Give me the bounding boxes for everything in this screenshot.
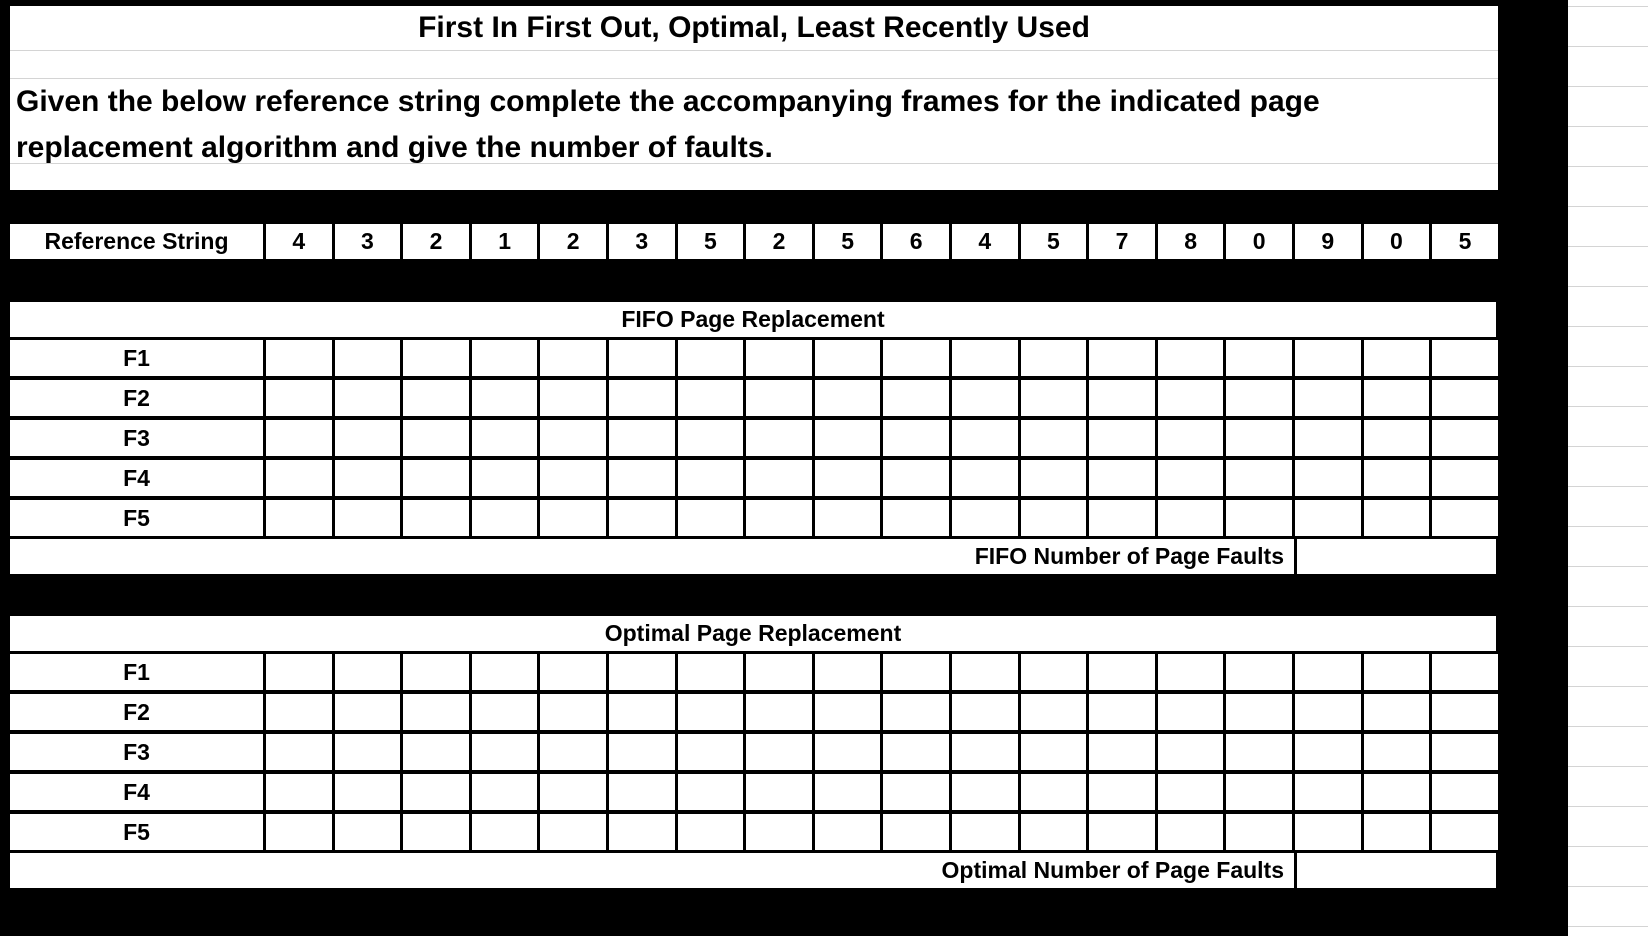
- page-title: First In First Out, Optimal, Least Recently Used: [10, 6, 1498, 50]
- frame-input-cell[interactable]: [540, 340, 606, 376]
- frame-input-cell[interactable]: [1295, 814, 1361, 850]
- sheet-gridline: [1568, 846, 1648, 847]
- frame-input-cell[interactable]: [335, 774, 401, 810]
- sheet-gridline: [1568, 366, 1648, 367]
- frame-input-cell[interactable]: [540, 654, 606, 690]
- frame-input-cell[interactable]: [952, 814, 1018, 850]
- reference-value-cell: 5: [815, 224, 881, 259]
- frame-input-cell[interactable]: [403, 774, 469, 810]
- frame-input-cell[interactable]: [1021, 340, 1087, 376]
- sheet-gridline: [1568, 286, 1648, 287]
- frame-input-cell[interactable]: [1295, 774, 1361, 810]
- frame-input-cell[interactable]: [952, 460, 1018, 496]
- frame-input-cell[interactable]: [609, 420, 675, 456]
- frame-input-cell[interactable]: [1432, 460, 1498, 496]
- frame-input-cell[interactable]: [952, 694, 1018, 730]
- sheet-gridline: [1568, 646, 1648, 647]
- sheet-gridline: [1568, 166, 1648, 167]
- reference-value-cell: 4: [266, 224, 332, 259]
- frame-input-cell[interactable]: [1364, 340, 1430, 376]
- sheet-gridline: [1568, 766, 1648, 767]
- frame-input-cell[interactable]: [815, 694, 881, 730]
- frame-input-cell[interactable]: [403, 340, 469, 376]
- frame-input-cell[interactable]: [883, 500, 949, 536]
- frame-input-cell[interactable]: [266, 420, 332, 456]
- frame-input-cell[interactable]: [266, 500, 332, 536]
- frame-input-cell[interactable]: [1295, 654, 1361, 690]
- frame-input-cell[interactable]: [883, 340, 949, 376]
- frame-input-cell[interactable]: [883, 774, 949, 810]
- reference-value-cell: 9: [1295, 224, 1361, 259]
- reference-value-cell: 8: [1158, 224, 1224, 259]
- frame-input-cell[interactable]: [1158, 694, 1224, 730]
- frame-input-cell[interactable]: [1364, 734, 1430, 770]
- frame-input-cell[interactable]: [746, 380, 812, 416]
- frame-input-cell[interactable]: [746, 460, 812, 496]
- frame-input-cell[interactable]: [1021, 420, 1087, 456]
- frame-input-cell[interactable]: [815, 340, 881, 376]
- frame-input-cell[interactable]: [1158, 500, 1224, 536]
- frame-input-cell[interactable]: [403, 460, 469, 496]
- frame-input-cell[interactable]: [746, 420, 812, 456]
- frame-input-cell[interactable]: [1364, 460, 1430, 496]
- sheet-gridline: [1568, 126, 1648, 127]
- frame-input-cell[interactable]: [1089, 420, 1155, 456]
- frame-input-cell[interactable]: [609, 734, 675, 770]
- frame-input-cell[interactable]: [609, 694, 675, 730]
- frame-input-cell[interactable]: [1226, 814, 1292, 850]
- frame-input-cell[interactable]: [1158, 774, 1224, 810]
- frame-input-cell[interactable]: [540, 694, 606, 730]
- frame-input-cell[interactable]: [815, 654, 881, 690]
- frame-input-cell[interactable]: [678, 734, 744, 770]
- frame-input-cell[interactable]: [335, 500, 401, 536]
- section-title: FIFO Page Replacement: [10, 302, 1496, 337]
- frame-input-cell[interactable]: [1021, 380, 1087, 416]
- frame-input-cell[interactable]: [540, 460, 606, 496]
- sheet-gridline: [1568, 6, 1648, 7]
- frame-input-cell[interactable]: [815, 734, 881, 770]
- frame-input-cell[interactable]: [1158, 734, 1224, 770]
- frame-input-cell[interactable]: [1089, 694, 1155, 730]
- frame-input-cell[interactable]: [266, 814, 332, 850]
- reference-value-cell: 2: [403, 224, 469, 259]
- frame-input-cell[interactable]: [815, 500, 881, 536]
- page-faults-row: [10, 539, 1496, 574]
- sheet-gridline: [1568, 246, 1648, 247]
- frame-input-cell[interactable]: [1432, 420, 1498, 456]
- frame-input-cell[interactable]: [472, 460, 538, 496]
- frame-input-cell[interactable]: [335, 420, 401, 456]
- frame-input-cell[interactable]: [746, 814, 812, 850]
- frame-input-cell[interactable]: [1226, 694, 1292, 730]
- frame-input-cell[interactable]: [952, 420, 1018, 456]
- frame-input-cell[interactable]: [335, 734, 401, 770]
- frame-input-cell[interactable]: [1432, 340, 1498, 376]
- reference-value-cell: 5: [1021, 224, 1087, 259]
- reference-value-cell: 0: [1226, 224, 1292, 259]
- frame-input-cell[interactable]: [1295, 380, 1361, 416]
- reference-value-cell: 4: [952, 224, 1018, 259]
- sheet-gridline: [1568, 606, 1648, 607]
- frame-input-cell[interactable]: [335, 460, 401, 496]
- frame-input-cell[interactable]: [1226, 460, 1292, 496]
- frame-input-cell[interactable]: [540, 500, 606, 536]
- section-title: Optimal Page Replacement: [10, 616, 1496, 651]
- frame-input-cell[interactable]: [472, 694, 538, 730]
- frame-input-cell[interactable]: [1432, 654, 1498, 690]
- frame-input-cell[interactable]: [952, 500, 1018, 536]
- frame-input-cell[interactable]: [883, 734, 949, 770]
- sheet-gridline: [1568, 46, 1648, 47]
- frame-input-cell[interactable]: [335, 654, 401, 690]
- frame-input-cell[interactable]: [1295, 420, 1361, 456]
- frame-label: F4: [10, 460, 263, 496]
- frame-input-cell[interactable]: [1089, 774, 1155, 810]
- frame-input-cell[interactable]: [1226, 774, 1292, 810]
- frame-label: F1: [10, 340, 263, 376]
- frame-input-cell[interactable]: [1364, 814, 1430, 850]
- frame-input-cell[interactable]: [1295, 500, 1361, 536]
- frame-input-cell[interactable]: [1226, 340, 1292, 376]
- page-faults-input[interactable]: [1294, 539, 1496, 574]
- frame-input-cell[interactable]: [266, 654, 332, 690]
- frame-input-cell[interactable]: [403, 654, 469, 690]
- page-faults-row: [10, 853, 1496, 888]
- frame-input-cell[interactable]: [472, 340, 538, 376]
- frame-input-cell[interactable]: [1364, 420, 1430, 456]
- frame-input-cell[interactable]: [815, 380, 881, 416]
- frame-input-cell[interactable]: [815, 774, 881, 810]
- frame-input-cell[interactable]: [1432, 734, 1498, 770]
- sheet-gridline: [1568, 406, 1648, 407]
- sheet-gridline: [1568, 326, 1648, 327]
- frame-label: F4: [10, 774, 263, 810]
- instructions-block: [10, 50, 1498, 190]
- frame-label: F3: [10, 734, 263, 770]
- reference-value-cell: 3: [609, 224, 675, 259]
- frame-input-cell[interactable]: [883, 420, 949, 456]
- frame-input-cell[interactable]: [403, 694, 469, 730]
- frame-input-cell[interactable]: [746, 694, 812, 730]
- frame-input-cell[interactable]: [1432, 500, 1498, 536]
- frame-input-cell[interactable]: [678, 340, 744, 376]
- reference-value-cell: 1: [472, 224, 538, 259]
- frame-input-cell[interactable]: [678, 814, 744, 850]
- frame-input-cell[interactable]: [1158, 340, 1224, 376]
- frame-input-cell[interactable]: [266, 340, 332, 376]
- frame-input-cell[interactable]: [472, 380, 538, 416]
- frame-input-cell[interactable]: [1432, 814, 1498, 850]
- frame-input-cell[interactable]: [609, 654, 675, 690]
- frame-input-cell[interactable]: [540, 420, 606, 456]
- frame-input-cell[interactable]: [403, 734, 469, 770]
- frame-input-cell[interactable]: [472, 734, 538, 770]
- frame-input-cell[interactable]: [1089, 340, 1155, 376]
- reference-value-cell: 3: [335, 224, 401, 259]
- reference-value-cell: 5: [1432, 224, 1498, 259]
- frame-input-cell[interactable]: [1226, 500, 1292, 536]
- frame-input-cell[interactable]: [1432, 380, 1498, 416]
- frame-input-cell[interactable]: [266, 380, 332, 416]
- frame-input-cell[interactable]: [403, 420, 469, 456]
- frame-input-cell[interactable]: [609, 814, 675, 850]
- frame-input-cell[interactable]: [609, 340, 675, 376]
- frame-input-cell[interactable]: [1364, 500, 1430, 536]
- frame-input-cell[interactable]: [883, 460, 949, 496]
- sheet-gridline: [1568, 526, 1648, 527]
- sheet-margin: [1568, 0, 1648, 936]
- frame-input-cell[interactable]: [815, 814, 881, 850]
- frame-input-cell[interactable]: [1364, 774, 1430, 810]
- frame-input-cell[interactable]: [1295, 734, 1361, 770]
- frame-input-cell[interactable]: [1226, 654, 1292, 690]
- frame-input-cell[interactable]: [1158, 460, 1224, 496]
- frame-input-cell[interactable]: [883, 380, 949, 416]
- frame-input-cell[interactable]: [472, 420, 538, 456]
- frame-input-cell[interactable]: [678, 420, 744, 456]
- frame-input-cell[interactable]: [1021, 694, 1087, 730]
- frame-input-cell[interactable]: [266, 774, 332, 810]
- frame-label: F2: [10, 380, 263, 416]
- frame-input-cell[interactable]: [746, 734, 812, 770]
- frame-input-cell[interactable]: [815, 460, 881, 496]
- frame-input-cell[interactable]: [403, 814, 469, 850]
- frame-input-cell[interactable]: [678, 694, 744, 730]
- reference-value-cell: 2: [540, 224, 606, 259]
- frame-input-cell[interactable]: [678, 460, 744, 496]
- frame-input-cell[interactable]: [266, 734, 332, 770]
- frame-input-cell[interactable]: [1158, 654, 1224, 690]
- page-faults-label: Optimal Number of Page Faults: [941, 857, 1284, 883]
- sheet-gridline: [1568, 86, 1648, 87]
- frame-input-cell[interactable]: [1226, 420, 1292, 456]
- sheet-gridline: [1568, 206, 1648, 207]
- sheet-gridline: [1568, 726, 1648, 727]
- frame-input-cell[interactable]: [1364, 380, 1430, 416]
- page-faults-label: FIFO Number of Page Faults: [974, 543, 1284, 569]
- frame-input-cell[interactable]: [1158, 380, 1224, 416]
- frame-input-cell[interactable]: [1226, 734, 1292, 770]
- sheet-gridline: [1568, 806, 1648, 807]
- frame-input-cell[interactable]: [952, 734, 1018, 770]
- frame-input-cell[interactable]: [335, 814, 401, 850]
- frame-label: F5: [10, 814, 263, 850]
- sheet-gridline: [1568, 686, 1648, 687]
- sheet-gridline: [1568, 566, 1648, 567]
- frame-input-cell[interactable]: [540, 814, 606, 850]
- frame-input-cell[interactable]: [1021, 734, 1087, 770]
- sheet-gridline: [1568, 446, 1648, 447]
- frame-input-cell[interactable]: [1432, 694, 1498, 730]
- frame-input-cell[interactable]: [746, 340, 812, 376]
- frame-input-cell[interactable]: [1295, 694, 1361, 730]
- frame-label: F3: [10, 420, 263, 456]
- reference-value-cell: 7: [1089, 224, 1155, 259]
- frame-input-cell[interactable]: [746, 774, 812, 810]
- sheet-gridline: [1568, 486, 1648, 487]
- frame-input-cell[interactable]: [472, 500, 538, 536]
- frame-input-cell[interactable]: [540, 734, 606, 770]
- frame-input-cell[interactable]: [952, 340, 1018, 376]
- frame-input-cell[interactable]: [952, 774, 1018, 810]
- frame-input-cell[interactable]: [1295, 460, 1361, 496]
- frame-input-cell[interactable]: [1432, 774, 1498, 810]
- frame-input-cell[interactable]: [266, 460, 332, 496]
- frame-input-cell[interactable]: [1021, 460, 1087, 496]
- frame-input-cell[interactable]: [1089, 380, 1155, 416]
- reference-value-cell: 0: [1364, 224, 1430, 259]
- frame-input-cell[interactable]: [472, 814, 538, 850]
- frame-label: F5: [10, 500, 263, 536]
- frame-input-cell[interactable]: [678, 654, 744, 690]
- frame-input-cell[interactable]: [335, 694, 401, 730]
- reference-value-cell: 6: [883, 224, 949, 259]
- page-faults-input[interactable]: [1294, 853, 1496, 888]
- frame-input-cell[interactable]: [472, 774, 538, 810]
- frame-input-cell[interactable]: [335, 380, 401, 416]
- reference-string-label: Reference String: [10, 224, 263, 259]
- frame-input-cell[interactable]: [609, 380, 675, 416]
- frame-input-cell[interactable]: [1158, 814, 1224, 850]
- frame-input-cell[interactable]: [1021, 814, 1087, 850]
- sheet-gridline: [1568, 926, 1648, 927]
- frame-input-cell[interactable]: [678, 500, 744, 536]
- reference-value-cell: 2: [746, 224, 812, 259]
- frame-input-cell[interactable]: [883, 654, 949, 690]
- frame-input-cell[interactable]: [1089, 814, 1155, 850]
- instructions-text: Given the below reference string complete the accompanying frames for the indicated page replacement algorithm and give the number of faults.: [16, 85, 1320, 164]
- sheet-gridline: [1568, 886, 1648, 887]
- frame-input-cell[interactable]: [1021, 654, 1087, 690]
- frame-input-cell[interactable]: [609, 460, 675, 496]
- frame-input-cell[interactable]: [678, 380, 744, 416]
- frame-input-cell[interactable]: [1364, 694, 1430, 730]
- frame-input-cell[interactable]: [1295, 340, 1361, 376]
- frame-input-cell[interactable]: [952, 380, 1018, 416]
- frame-input-cell[interactable]: [1021, 500, 1087, 536]
- frame-input-cell[interactable]: [746, 500, 812, 536]
- frame-input-cell[interactable]: [335, 340, 401, 376]
- frame-input-cell[interactable]: [1364, 654, 1430, 690]
- frame-input-cell[interactable]: [678, 774, 744, 810]
- frame-input-cell[interactable]: [1089, 734, 1155, 770]
- frame-label: F1: [10, 654, 263, 690]
- frame-input-cell[interactable]: [403, 380, 469, 416]
- frame-input-cell[interactable]: [952, 654, 1018, 690]
- frame-input-cell[interactable]: [815, 420, 881, 456]
- frame-input-cell[interactable]: [1158, 420, 1224, 456]
- frame-label: F2: [10, 694, 263, 730]
- frame-input-cell[interactable]: [1089, 654, 1155, 690]
- frame-input-cell[interactable]: [266, 694, 332, 730]
- frame-input-cell[interactable]: [883, 814, 949, 850]
- frame-input-cell[interactable]: [540, 380, 606, 416]
- frame-input-cell[interactable]: [609, 774, 675, 810]
- frame-input-cell[interactable]: [403, 500, 469, 536]
- frame-input-cell[interactable]: [540, 774, 606, 810]
- frame-input-cell[interactable]: [609, 500, 675, 536]
- reference-value-cell: 5: [678, 224, 744, 259]
- frame-input-cell[interactable]: [472, 654, 538, 690]
- frame-input-cell[interactable]: [1226, 380, 1292, 416]
- frame-input-cell[interactable]: [883, 694, 949, 730]
- frame-input-cell[interactable]: [746, 654, 812, 690]
- frame-input-cell[interactable]: [1089, 500, 1155, 536]
- frame-input-cell[interactable]: [1021, 774, 1087, 810]
- frame-input-cell[interactable]: [1089, 460, 1155, 496]
